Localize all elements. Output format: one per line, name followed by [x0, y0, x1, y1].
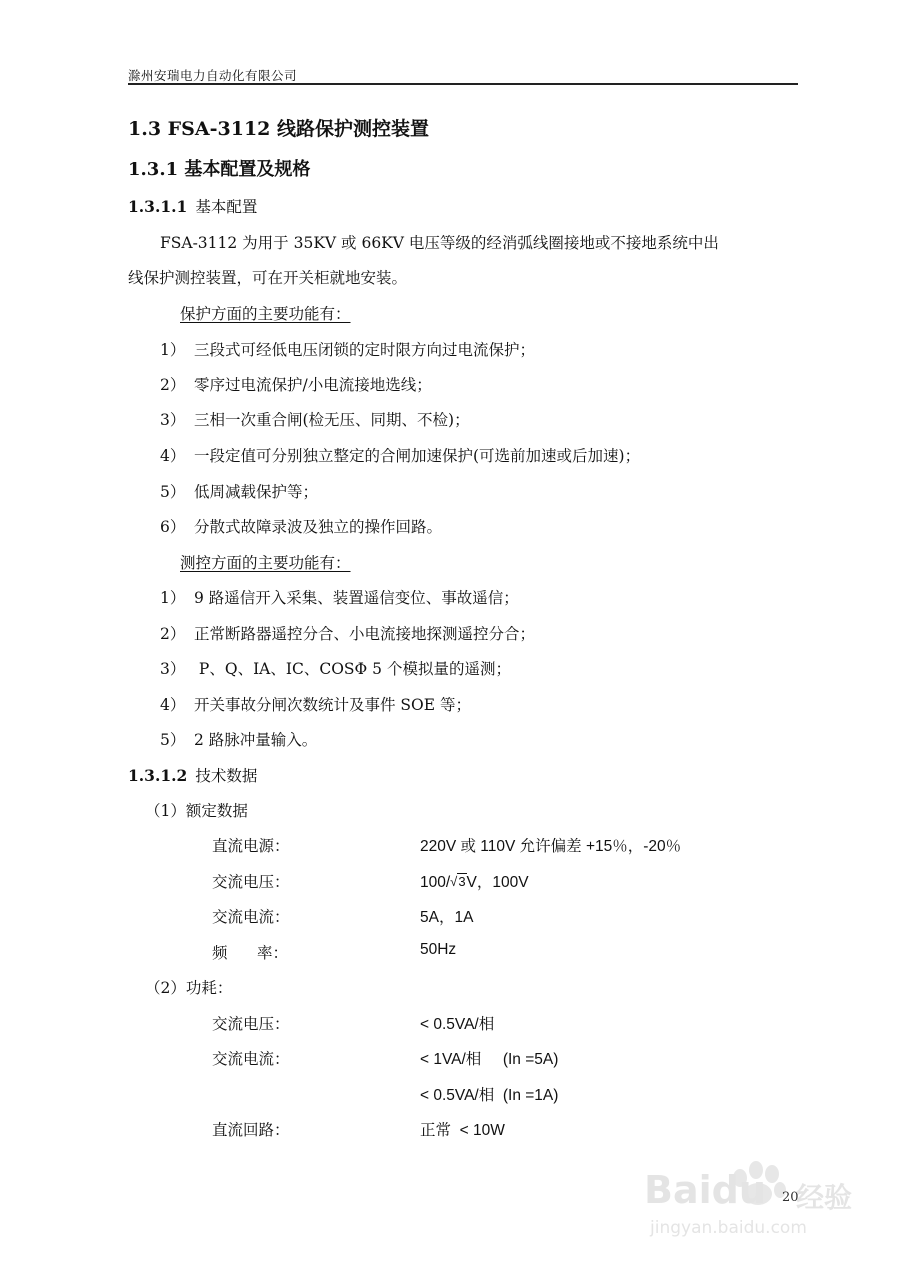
sub-heading-text: 基本配置 [195, 198, 258, 216]
list-item: 5） 低周减载保护等； [160, 483, 319, 501]
list-item: 1） 三段式可经低电压闭锁的定时限方向过电流保护； [160, 341, 536, 359]
spec-label: 交流电流： [212, 908, 290, 926]
company-header: 滁州安瑞电力自动化有限公司 [128, 68, 298, 83]
baidu-watermark [644, 1148, 864, 1248]
list-item: 3） 三相一次重合闸(检无压、同期、不检)； [160, 411, 470, 429]
rated-heading: （1）额定数据 [145, 802, 248, 820]
list-item: 4） 开关事故分闸次数统计及事件 SOE 等； [160, 696, 471, 714]
list-item: 2） 正常断路器遥控分合、小电流接地探测遥控分合； [160, 625, 536, 643]
header-rule [128, 83, 798, 85]
spec-value: 50Hz [420, 941, 457, 958]
section-title: 1.3 FSA-3112 线路保护测控装置 [128, 118, 430, 140]
list-item: 1） 9 路遥信开入采集、装置遥信变位、事故遥信； [160, 589, 519, 607]
list-item: 2） 零序过电流保护/小电流接地选线； [160, 376, 432, 394]
sub-heading-number: 1.3.1.2 [128, 766, 188, 785]
intro-line-2: 线保护测控装置，可在开关柜就地安装。 [128, 269, 408, 287]
spec-label: 交流电压： [212, 873, 290, 891]
sub-heading-text: 技术数据 [195, 767, 258, 785]
spec-label: 直流电源： [212, 837, 290, 855]
intro-line-1: FSA-3112 为用于 35KV 或 66KV 电压等级的经消弧线圈接地或不接地系统中出 [160, 234, 719, 252]
watermark-brand-cn: 经验 [796, 1181, 853, 1214]
sub-heading-number: 1.3.1.1 [128, 197, 188, 216]
spec-label: 频 率： [212, 944, 289, 962]
spec-label: 交流电流： [212, 1050, 290, 1068]
spec-value: < 0.5VA/相 [420, 1016, 495, 1033]
sub-heading-basic-config [128, 195, 257, 217]
spec-label: 交流电压： [212, 1015, 290, 1033]
spec-value: < 0.5VA/相 (In =1A) [420, 1087, 559, 1104]
spec-label: 直流回路： [212, 1121, 290, 1139]
power-heading: （2）功耗： [145, 979, 233, 997]
list-item: 5） 2 路脉冲量输入。 [160, 731, 318, 749]
watermark-url: jingyan.baidu.com [650, 1218, 807, 1238]
spec-value-ac-voltage: 100/√3V，100V [420, 874, 529, 891]
spec-value: < 1VA/相 (In =5A) [420, 1051, 559, 1068]
list-item: 3） P、Q、IA、IC、COSΦ 5 个模拟量的遥测； [160, 660, 511, 678]
spec-value: 5A，1A [420, 909, 474, 926]
page-number: 20 [782, 1190, 799, 1205]
measure-heading: 测控方面的主要功能有： [180, 554, 351, 572]
subsection-title: 1.3.1 基本配置及规格 [128, 159, 311, 180]
sqrt-symbol: √3 [450, 874, 466, 889]
list-item: 4） 一段定值可分别独立整定的合闸加速保护(可选前加速或后加速)； [160, 447, 641, 465]
sub-heading-tech-data [128, 764, 257, 786]
watermark-brand: Baidu [644, 1168, 766, 1212]
list-item: 6） 分散式故障录波及独立的操作回路。 [160, 518, 443, 536]
spec-value: 220V 或 110V 允许偏差 +15％，-20％ [420, 838, 682, 855]
protection-heading: 保护方面的主要功能有： [180, 305, 351, 323]
spec-value: 正常 < 10W [420, 1122, 505, 1139]
